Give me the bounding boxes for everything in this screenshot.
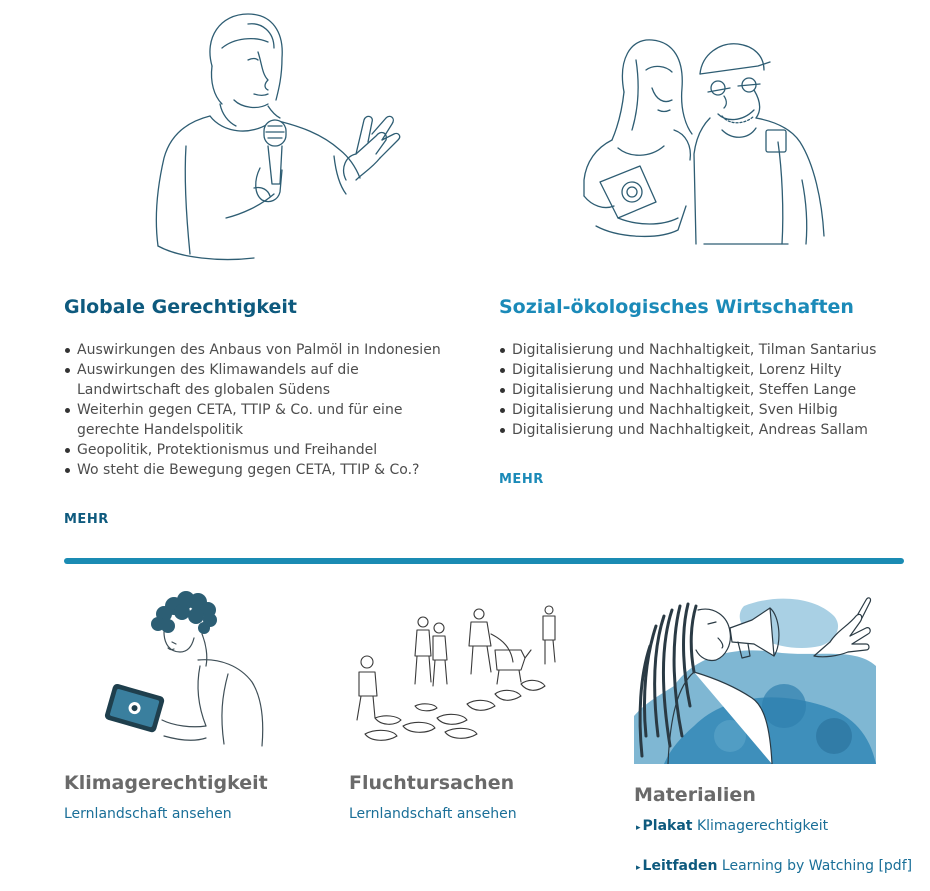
speaker-illustration [150,8,410,266]
material-link-leitfaden-text: Learning by Watching [pdf] [717,858,913,874]
people-camera-illustration [578,30,834,250]
section-title-sozial-oekologisch[interactable]: Sozial-ökologisches Wirtschaften [499,296,854,318]
more-link-globale[interactable]: MEHR [64,512,109,527]
topic-list-sozial [499,340,899,440]
material-link-plakat-label: Plakat [642,818,693,834]
triangle-bullet-icon: ▸ [636,823,641,833]
material-link-plakat-text: Klimagerechtigkeit [692,818,829,834]
material-link-leitfaden[interactable] [636,858,912,874]
card-title-klimagerechtigkeit[interactable]: Klimagerechtigkeit [64,772,268,794]
section-divider [64,558,904,564]
card-title-fluchtursachen[interactable]: Fluchtursachen [349,772,515,794]
topic-list-globale [64,340,454,480]
list-item[interactable]: Auswirkungen des Anbaus von Palmöl in Indonesien [64,340,454,360]
list-item[interactable]: Digitalisierung und Nachhaltigkeit, Andreas Sallam [499,420,899,440]
list-item[interactable]: Wo steht die Bewegung gegen CETA, TTIP & Co.? [64,460,454,480]
list-item[interactable]: Digitalisierung und Nachhaltigkeit, Sven Hilbig [499,400,899,420]
list-item[interactable]: Digitalisierung und Nachhaltigkeit, Tilman Santarius [499,340,899,360]
list-item[interactable]: Digitalisierung und Nachhaltigkeit, Lorenz Hilty [499,360,899,380]
list-item[interactable]: Weiterhin gegen CETA, TTIP & Co. und für eine gerechte Handelspolitik [64,400,454,440]
material-link-leitfaden-label: Leitfaden [642,858,718,874]
link-lernlandschaft-flucht[interactable]: Lernlandschaft ansehen [349,806,517,822]
triangle-bullet-icon: ▸ [636,863,641,873]
section-title-globale-gerechtigkeit[interactable]: Globale Gerechtigkeit [64,296,297,318]
more-link-sozial[interactable]: MEHR [499,472,544,487]
person-tablet-illustration[interactable] [102,586,268,750]
megaphone-protest-illustration[interactable] [634,586,876,764]
list-item[interactable]: Auswirkungen des Klimawandels auf die Landwirtschaft des globalen Südens [64,360,454,400]
link-lernlandschaft-klima[interactable]: Lernlandschaft ansehen [64,806,232,822]
material-link-plakat[interactable] [636,818,828,834]
card-title-materialien: Materialien [634,784,756,806]
list-item[interactable]: Digitalisierung und Nachhaltigkeit, Steffen Lange [499,380,899,400]
refugees-walking-illustration[interactable] [345,600,565,750]
list-item[interactable]: Geopolitik, Protektionismus und Freihandel [64,440,454,460]
